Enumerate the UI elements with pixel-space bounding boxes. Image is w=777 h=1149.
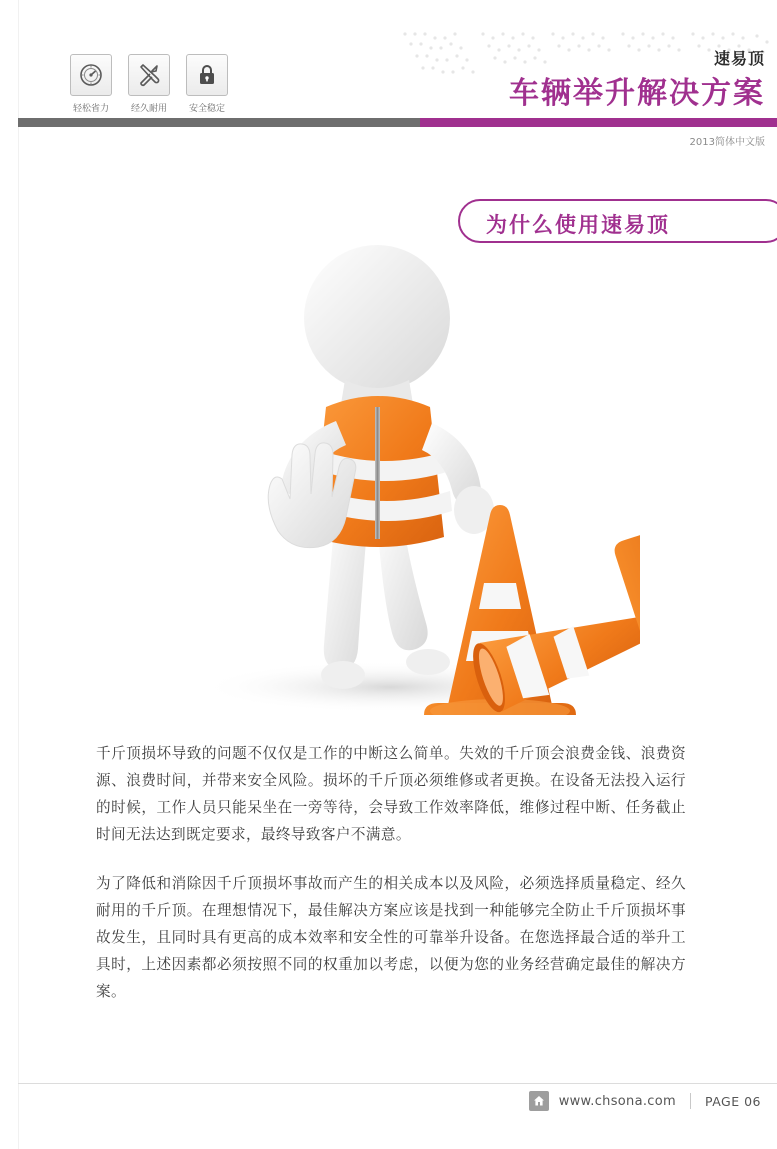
- footer-page-number: PAGE 06: [704, 1093, 761, 1109]
- tools-icon: [128, 54, 170, 96]
- feature-item-2: [184, 54, 230, 114]
- footer-website-url[interactable]: www.chsona.com: [558, 1093, 676, 1109]
- header-divider-accent: [420, 118, 777, 127]
- body-copy: [96, 740, 686, 1027]
- paragraph-2: 为了降低和消除因千斤顶损坏事故而产生的相关成本以及风险，必须选择质量稳定、经久耐用的千斤顶。在理想情况下，最佳解决方案应该是找到一种能够完全防止千斤顶损坏事故发生，且同时具有更高的成本效率和安全性的可靠举升设备。在您选择最合适的举升工具时，上述因素都必须按照不同的权重加以考虑，以便为您的业务经营确定最佳的解决方案。: [96, 875, 686, 1000]
- home-icon: [529, 1091, 549, 1111]
- brand-block: [397, 24, 777, 116]
- brand-subtitle: 速易顶: [713, 49, 765, 68]
- lock-icon: [186, 54, 228, 96]
- feature-item-1: [126, 54, 172, 114]
- page-left-rail-line: [18, 0, 19, 1149]
- feature-item-0: [68, 54, 114, 114]
- page-header: [0, 0, 777, 148]
- edition-label: 2013简体中文版: [689, 137, 765, 148]
- worker-with-traffic-cones-illustration: [140, 175, 640, 715]
- footer-separator: [690, 1093, 691, 1109]
- brand-title: 车辆举升解决方案: [509, 76, 765, 111]
- feature-label-0: 轻松省力: [72, 104, 109, 114]
- paragraph-1: 千斤顶损坏导致的问题不仅仅是工作的中断这么简单。失效的千斤顶会浪费金钱、浪费资源、浪费时间，并带来安全风险。损坏的千斤顶必须维修或者更换。在设备无法投入运行的时候，工作人员只能呆坐在一旁等待，会导致工作效率降低，维修过程中断、任务截止时间无法达到既定要求，最终导致客户不满意。: [96, 745, 686, 843]
- page-left-rail: [0, 0, 19, 1149]
- feature-label-1: 经久耐用: [130, 104, 167, 114]
- footer-content: [529, 1091, 761, 1111]
- page-footer: [0, 1083, 777, 1113]
- feature-label-2: 安全稳定: [188, 104, 225, 114]
- gauge-icon: [70, 54, 112, 96]
- feature-icon-group: [68, 54, 230, 114]
- section-title: 为什么使用速易顶: [486, 213, 670, 237]
- footer-divider: [18, 1083, 777, 1084]
